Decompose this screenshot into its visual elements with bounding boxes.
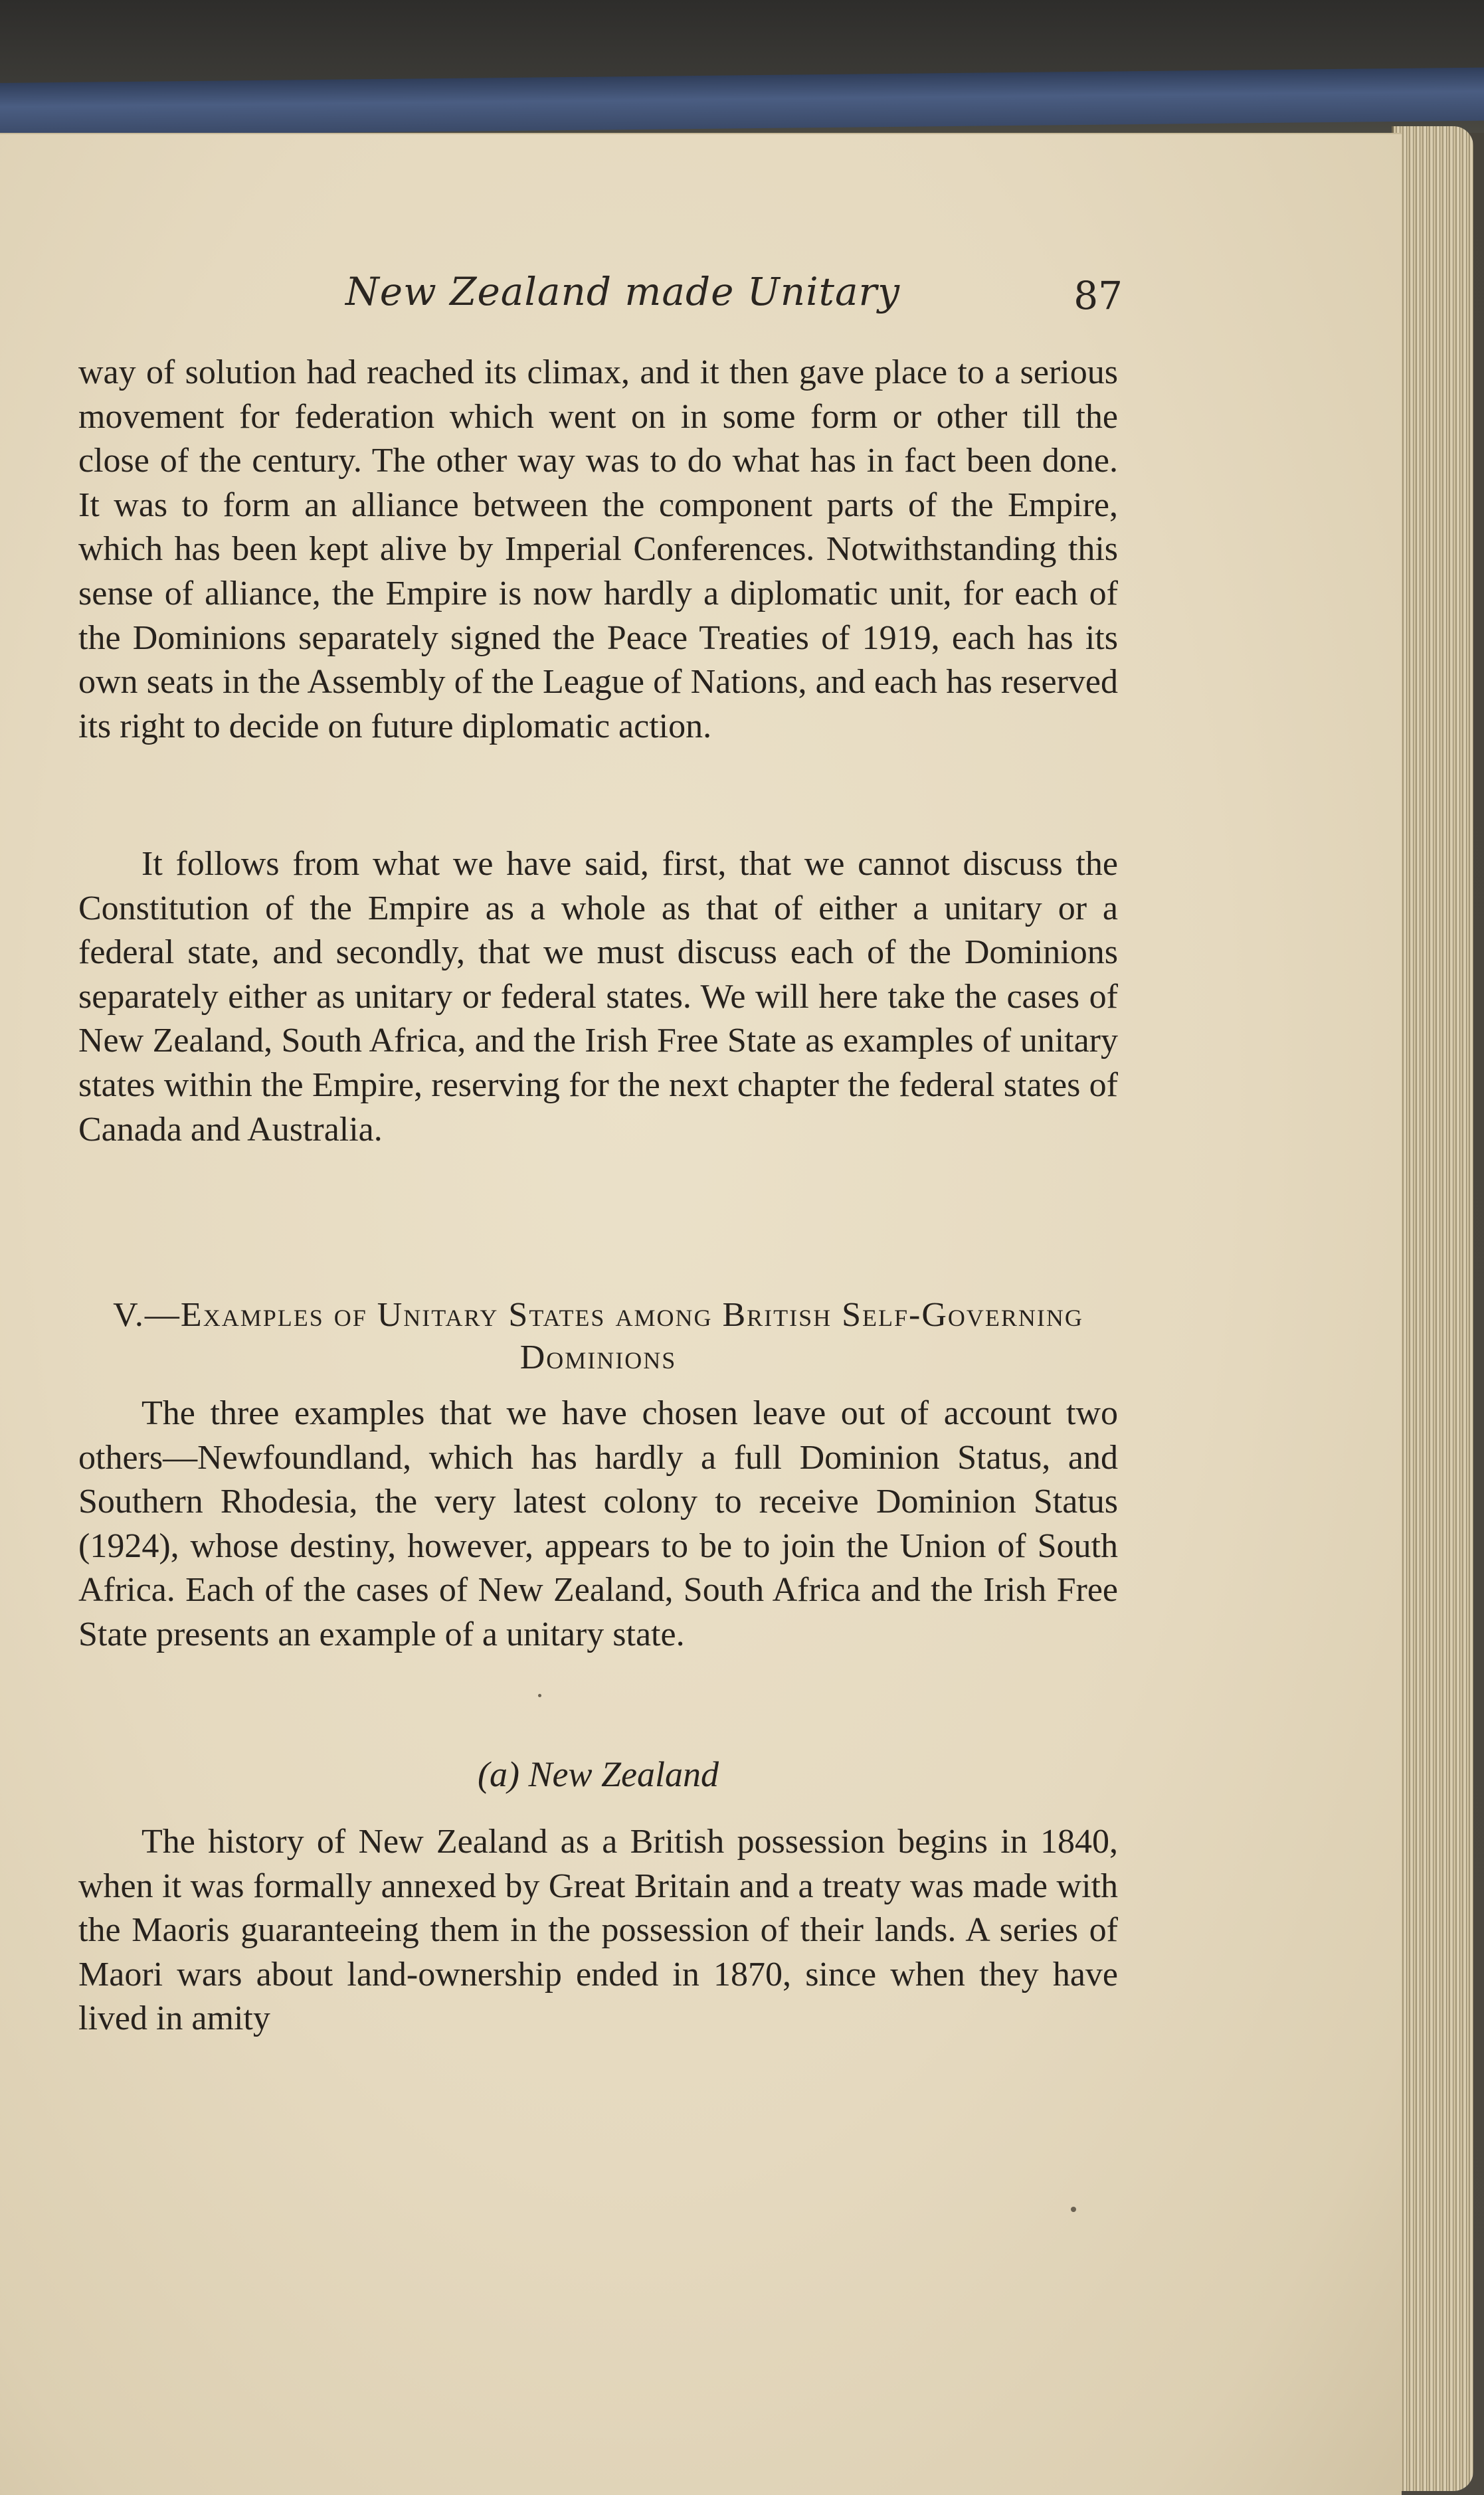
- paper-speck: [538, 1694, 541, 1697]
- paragraph-4: The history of New Zealand as a British possession begins in 1840, when it was formally annexed by Great Britain and a treaty was made with the Maoris guaranteeing them in the possession of their lands. A series of Maori wars about land-ownership ended in 1870, since when they have lived in amity: [78, 1823, 1118, 2038]
- page-number: 87: [1073, 273, 1123, 318]
- text-block-1: [78, 351, 1118, 749]
- paragraph-1: way of solution had reached its climax, and it then gave place to a serious movement for federation which went on in some form or other till the close of the century. The other way was to do what has in fact been done. It was to form an alliance between the component parts of the Empire, which has been kept alive by Imperial Conferences. Notwithstanding this sense of alliance, the Empire is now hardly a diplomatic unit, for each of the Dominions separately signed the Peace Treaties of 1919, each has its own seats in the Assembly of the League of Nations, and each has reserved its right to decide on future diplomatic action.: [78, 353, 1118, 745]
- page-stack-edge: [1392, 126, 1473, 2491]
- paragraph-3: The three examples that we have chosen leave out of account two others—Newfoundland, which has hardly a full Dominion Status, and Southern Rhodesia, the very latest colony to receive Dominion Status (1924), whose destiny, however, appears to be to join the Union of South Africa. Each of the cases of New Zealand, South Africa and the Irish Free State presents an example of a unitary state.: [78, 1394, 1118, 1653]
- running-head: [345, 269, 1123, 329]
- paragraph-2: It follows from what we have said, first, that we cannot discuss the Constitution of the Empire as a whole as that of either a unitary or a federal state, and secondly, that we must discuss each of the Dominions separately either as unitary or federal states. We will here take the cases of New Zealand, South Africa, and the Irish Free State as examples of unitary states within the Empire, reserving for the next chapter the federal states of Canada and Australia.: [78, 845, 1118, 1149]
- paper-speck: [1071, 2207, 1076, 2212]
- running-title: New Zealand made Unitary: [345, 269, 901, 314]
- subsection-heading: (a) New Zealand: [478, 1754, 719, 1794]
- text-block-4: [78, 1820, 1118, 2041]
- section-heading: V.—Examples of Unitary States among British Self-Governing Dominions: [113, 1296, 1083, 1376]
- text-block-3: [78, 1392, 1118, 1657]
- text-block-2: [78, 842, 1118, 1152]
